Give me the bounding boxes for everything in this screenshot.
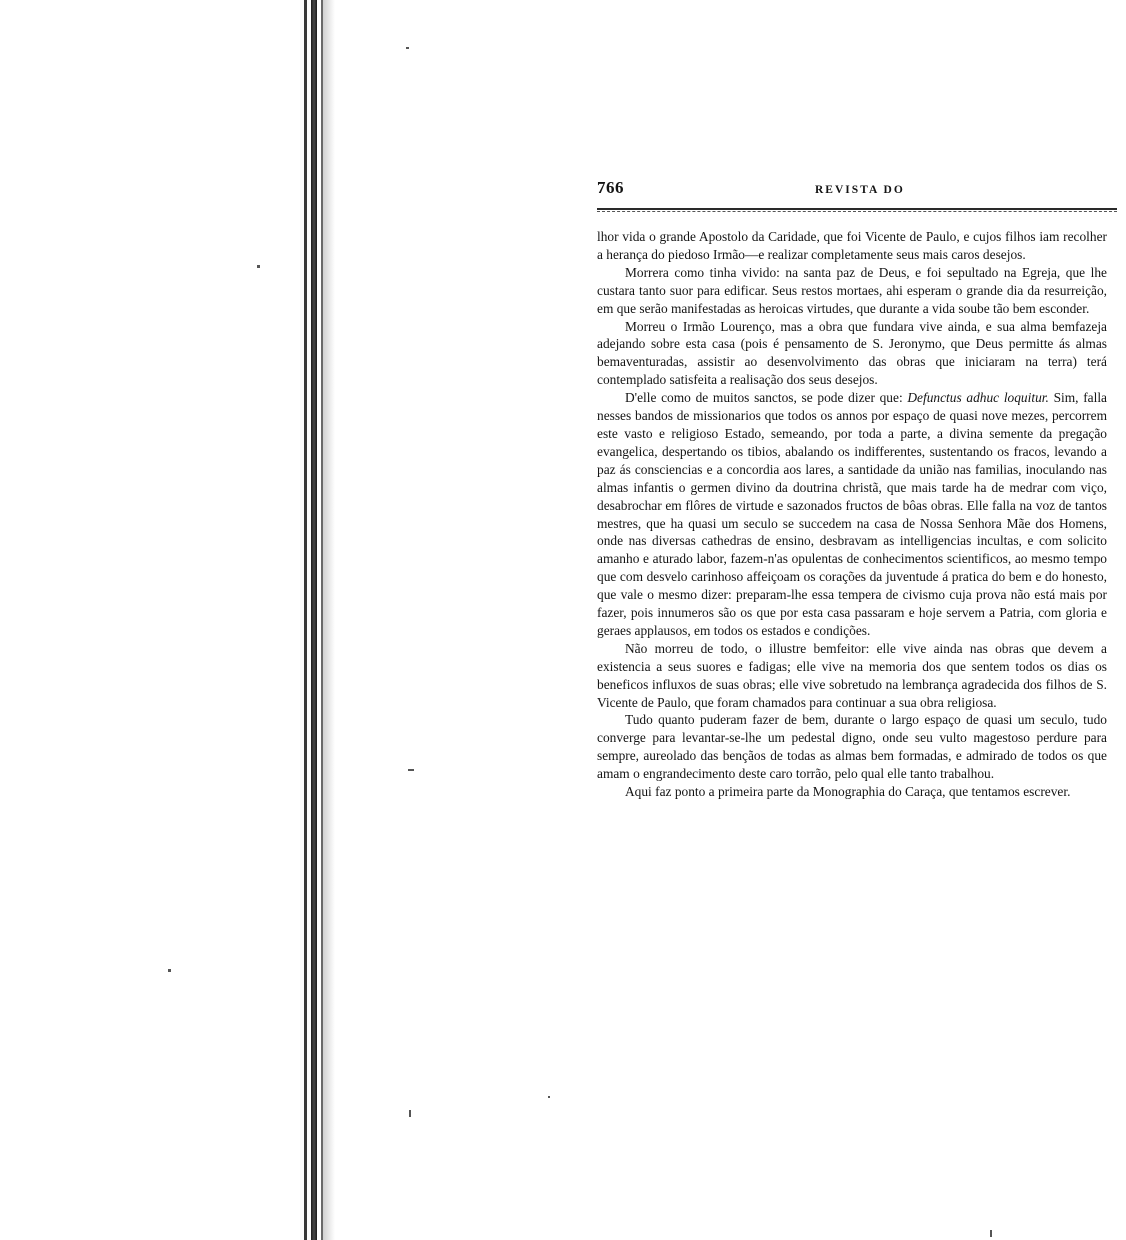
body-text	[597, 228, 1107, 801]
paragraph	[597, 389, 1107, 640]
page-number: 766	[597, 178, 624, 197]
scan-speck	[990, 1230, 992, 1237]
paragraph: Morrera como tinha vivido: na santa paz de Deus, e foi sepultado na Egreja, que lhe custara tanto suor para edificar. Seus restos mortaes, ahi esperam o grande dia da resurreição, em que serão manifestadas as heroicas virtudes, que durante a vida soube tão bem esconder.	[597, 264, 1107, 316]
paragraph: Aqui faz ponto a primeira parte da Monographia do Caraça, que tentamos escrever.	[625, 784, 1071, 800]
header-rule	[597, 208, 1117, 210]
scan-speck	[409, 1110, 411, 1117]
scan-speck	[548, 1096, 550, 1098]
book-binding	[296, 0, 336, 1240]
page-header	[597, 178, 1117, 204]
paragraph: Tudo quanto puderam fazer de bem, durante o largo espaço de quasi um seculo, tudo converge para levantar-se-lhe um pedestal digno, onde seu vulto magestoso perdure para sempre, aureolado das bençãos de todas as almas bem formadas, e admirado de todos os que amam o engrandecimento deste caro torrão, pelo qual elle tanto trabalhou.	[597, 712, 1107, 782]
latin-quote: Defunctus adhuc loquitur.	[907, 390, 1049, 406]
paragraph: Morreu o Irmão Lourenço, mas a obra que fundara vive ainda, e sua alma bemfazeja adejando sobre esta casa (pois é pensamento de S. Jeronymo, que Deus permitte ás almas bemaventuradas, assistir ao desenvolvimento das obras que iniciaram na terra) terá contemplado satisfeita a realisação dos seus desejos.	[597, 318, 1107, 388]
paragraph: lhor vida o grande Apostolo da Caridade, que foi Vicente de Paulo, e cujos filhos iam recolher a herança do piedoso Irmão—e realizar completamente seus mais caros desejos.	[597, 229, 1107, 262]
paragraph-text: D'elle como de muitos sanctos, se pode dizer que:	[625, 390, 903, 406]
scan-speck	[406, 47, 409, 49]
paragraph-text: Sim, falla nesses bandos de missionarios que todos os annos por espaço de quasi nove mezes, percorrem este vasto e religioso Estado, semeando, por toda a parte, a divina semente da pregação evangelica, despertando os tibios, abalando os indifferentes, sustentando os fracos, levando a paz ás consciencias e a concordia aos lares, a santidade da união nas familias, inoculando nas almas infantis o germen divino da doutrina christã, que mais tarde ha de medrar com viço, desabrochar em flôres de virtude e sazonados fructos de bôas obras. Elle falla na voz de tantos mestres, que ha quasi um seculo se succedem na casa de Nossa Senhora Mãe dos Homens, onde nas diversas cathedras de ensino, desbravam as intelligencias incultas, e com solicito amanho e aturado labor, fazem-n'as opulentas de conhecimentos scientificos, ao mesmo tempo que com desvelo carinhoso affeiçoam os corações da juventude á pratica do bem e do honesto, que vale o mesmo dizer: preparam-lhe essa tempera de civismo cuja prova não está mais por fazer, pois innumeros são os que por esta casa passaram e hoje servem a Patria, com gloria e geraes applausos, em todos os estados e condições.	[597, 390, 1107, 638]
scan-speck	[257, 265, 260, 268]
header-rule-secondary	[597, 211, 1117, 212]
scan-speck	[168, 969, 171, 972]
paragraph: Não morreu de todo, o illustre bemfeitor: elle vive ainda nas obras que devem a existencia a seus suores e fadigas; elle vive na memoria dos que sentem todos os dias os beneficos influxos de suas obras; elle vive sobretudo na lembrança agradecida dos filhos de S. Vicente de Paulo, que foram chamados para continuar a sua obra religiosa.	[597, 640, 1107, 710]
scan-speck	[408, 769, 414, 771]
running-head: REVISTA DO	[815, 184, 905, 196]
